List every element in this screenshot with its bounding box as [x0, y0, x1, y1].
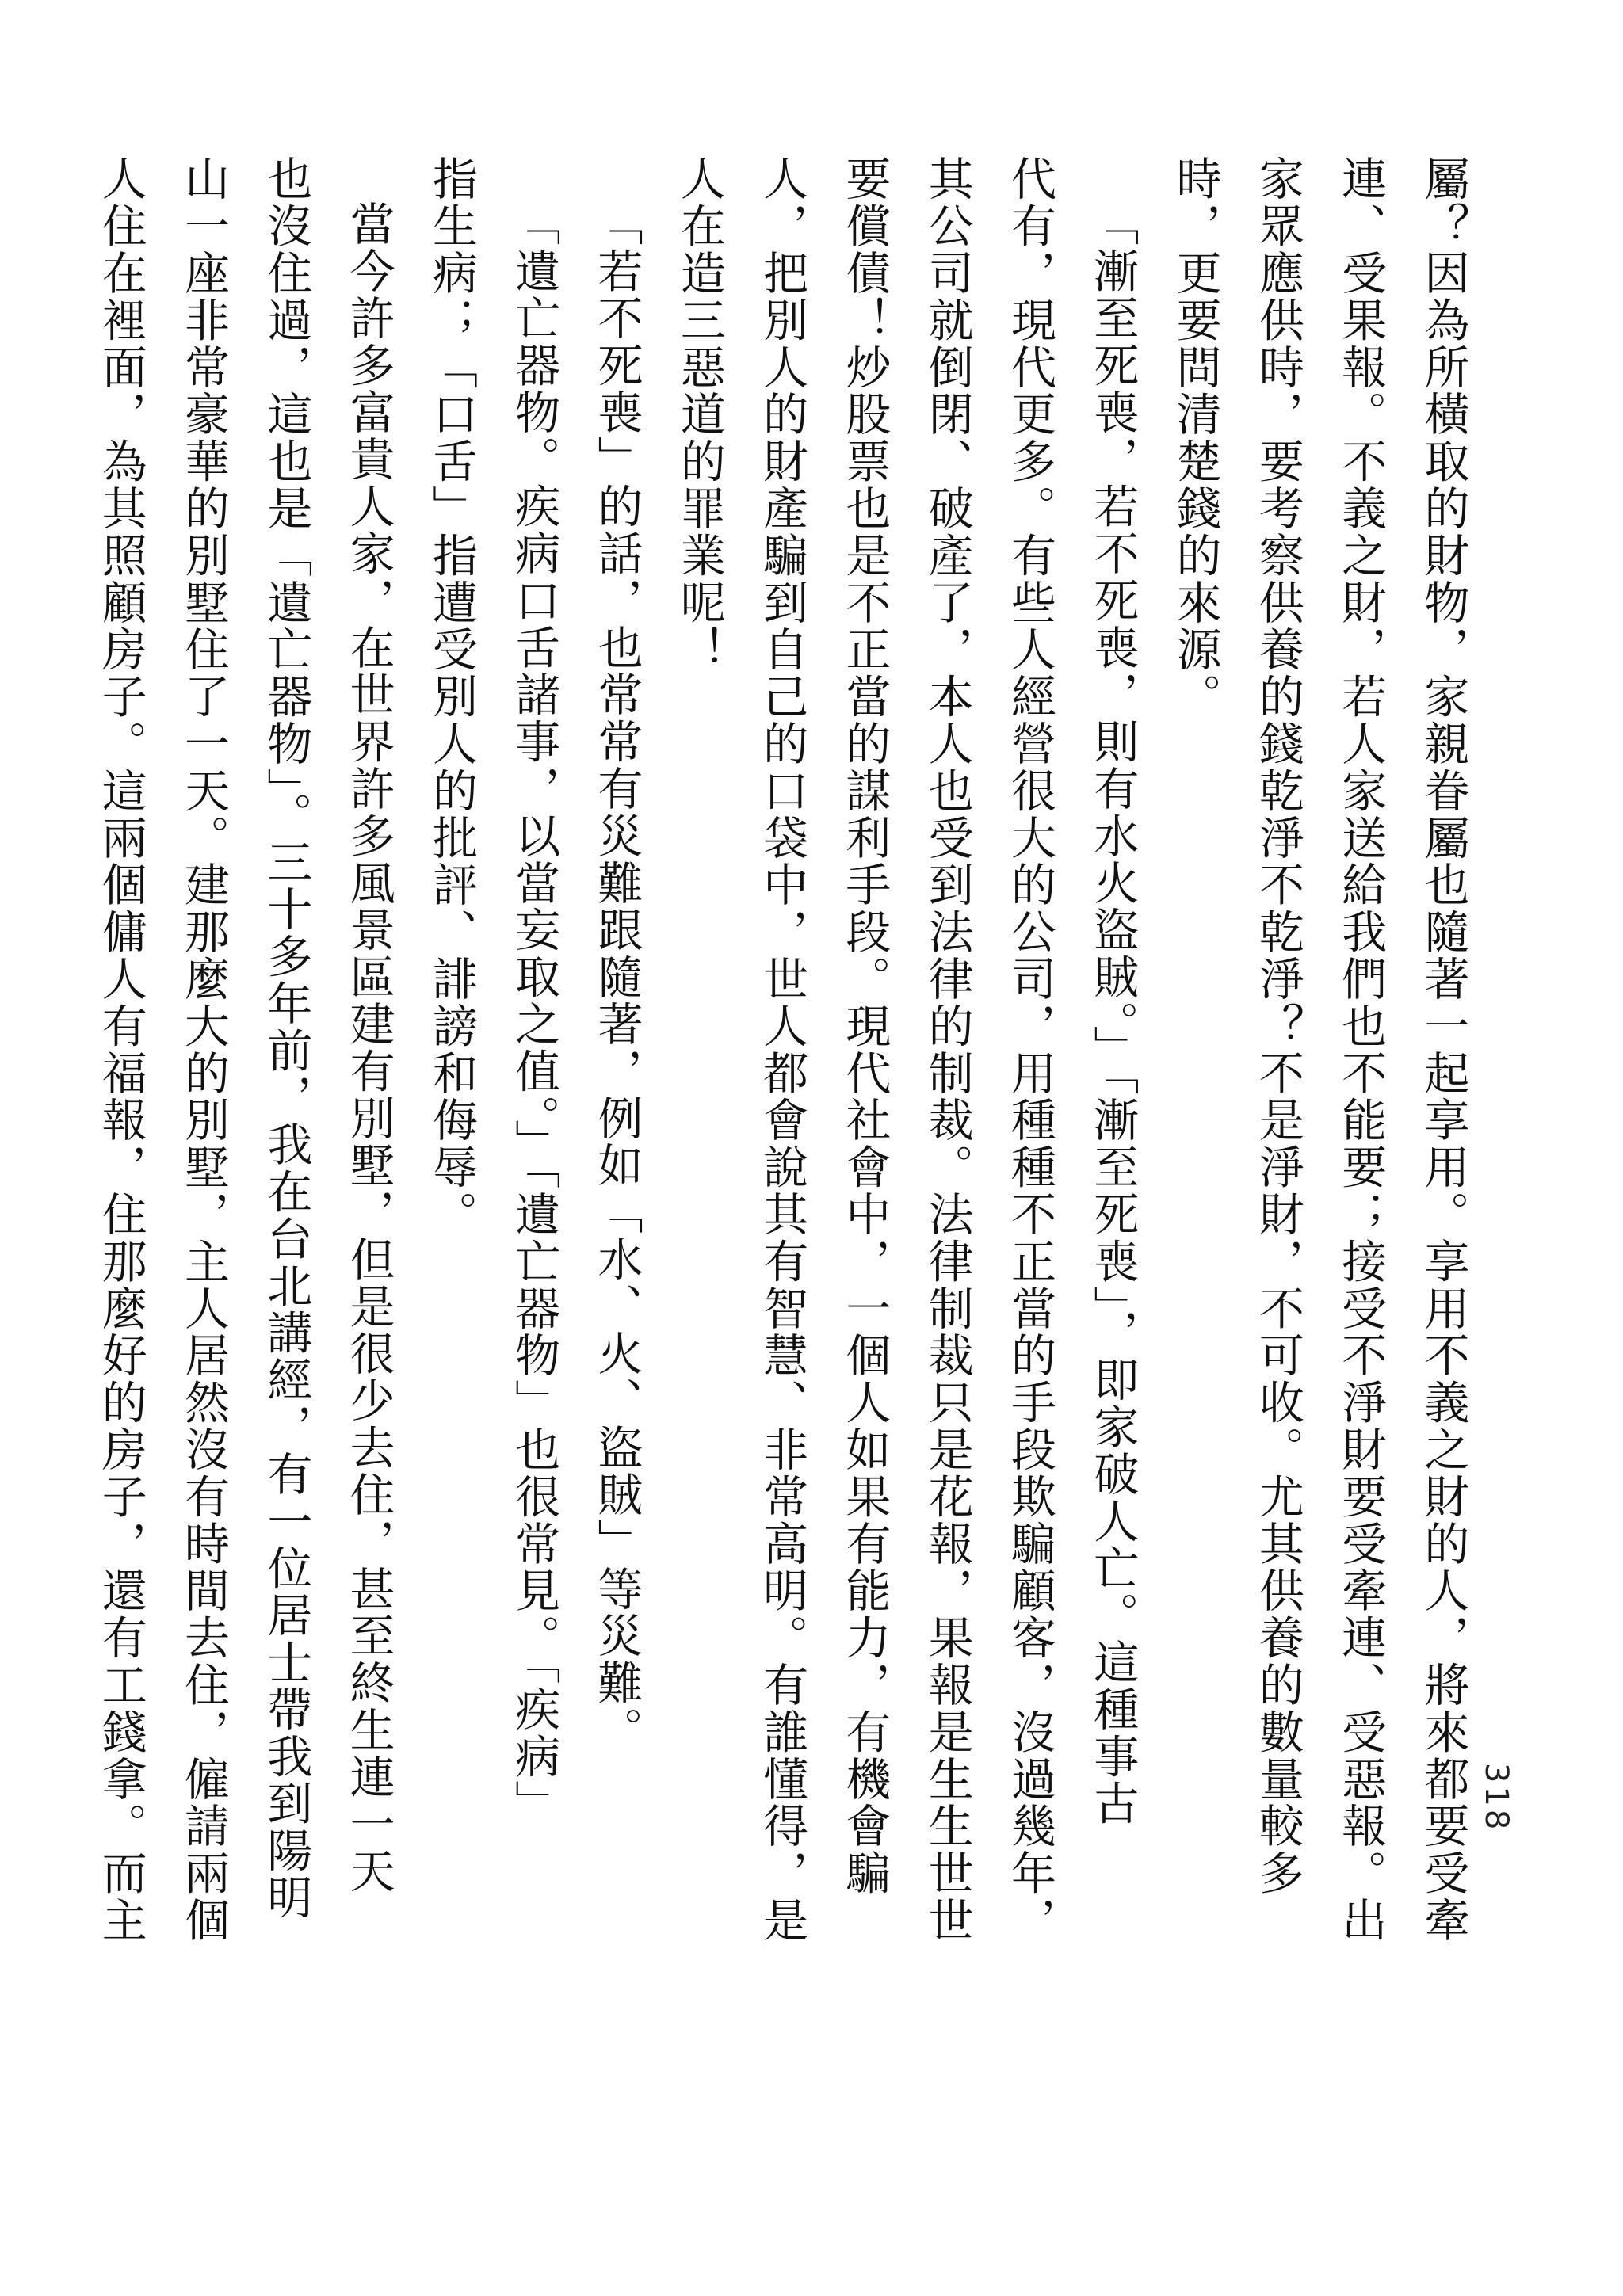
text-line: 山一座非常豪華的別墅住了一天。建那麼大的別墅，主人居然沒有時間去住，僱請兩個	[177, 155, 230, 1944]
text-line: 代有，現代更多。有些人經營很大的公司，用種種不正當的手段欺騙顧客，沒過幾年，	[1003, 155, 1056, 1944]
text-line: 指生病；「口舌」指遭受別人的批評、誹謗和侮辱。	[425, 155, 478, 1238]
text-line: 人住在裡面，為其照顧房子。這兩個傭人有福報，住那麼好的房子，還有工錢拿。而主	[94, 155, 147, 1944]
text-line: 「漸至死喪，若不死喪，則有水火盜賊。」「漸至死喪」，即家破人亡。這種事古	[1086, 200, 1139, 1827]
text-line: 「遺亡器物。疾病口舌諸事，以當妄取之值。」「遺亡器物」也很常見。「疾病」	[507, 200, 560, 1827]
text-line: 當今許多富貴人家，在世界許多風景區建有別墅，但是很少去住，甚至終生連一天	[342, 200, 395, 1895]
text-line: 屬？因為所橫取的財物，家親眷屬也隨著一起享用。享用不義之財的人，將來都要受牽	[1417, 155, 1469, 1944]
page-number: 318	[1478, 1763, 1514, 1833]
text-line: 連、受果報。不義之財，若人家送給我們也不能要；接受不淨財要受牽連、受惡報。出	[1334, 155, 1387, 1944]
text-line: 人在造三惡道的罪業呢！	[673, 155, 726, 673]
text-line: 人，把別人的財產騙到自己的口袋中，世人都會說其有智慧、非常高明。有誰懂得，是	[755, 155, 808, 1944]
text-line: 也沒住過，這也是「遺亡器物」。三十多年前，我在台北講經，有一位居士帶我到陽明	[259, 155, 312, 1921]
text-line: 「若不死喪」的話，也常常有災難跟隨著，例如「水、火、盜賊」等災難。	[590, 200, 643, 1754]
text-line: 時，更要問清楚錢的來源。	[1169, 155, 1222, 720]
text-line: 其公司就倒閉、破產了，本人也受到法律的制裁。法律制裁只是花報，果報是生生世世	[921, 155, 974, 1944]
body-text	[94, 155, 1484, 2168]
text-line: 家眾應供時，要考察供養的錢乾淨不乾淨？不是淨財，不可收。尤其供養的數量較多	[1251, 155, 1304, 1897]
text-line: 要償債！炒股票也是不正當的謀利手段。現代社會中，一個人如果有能力，有機會騙	[838, 155, 891, 1897]
